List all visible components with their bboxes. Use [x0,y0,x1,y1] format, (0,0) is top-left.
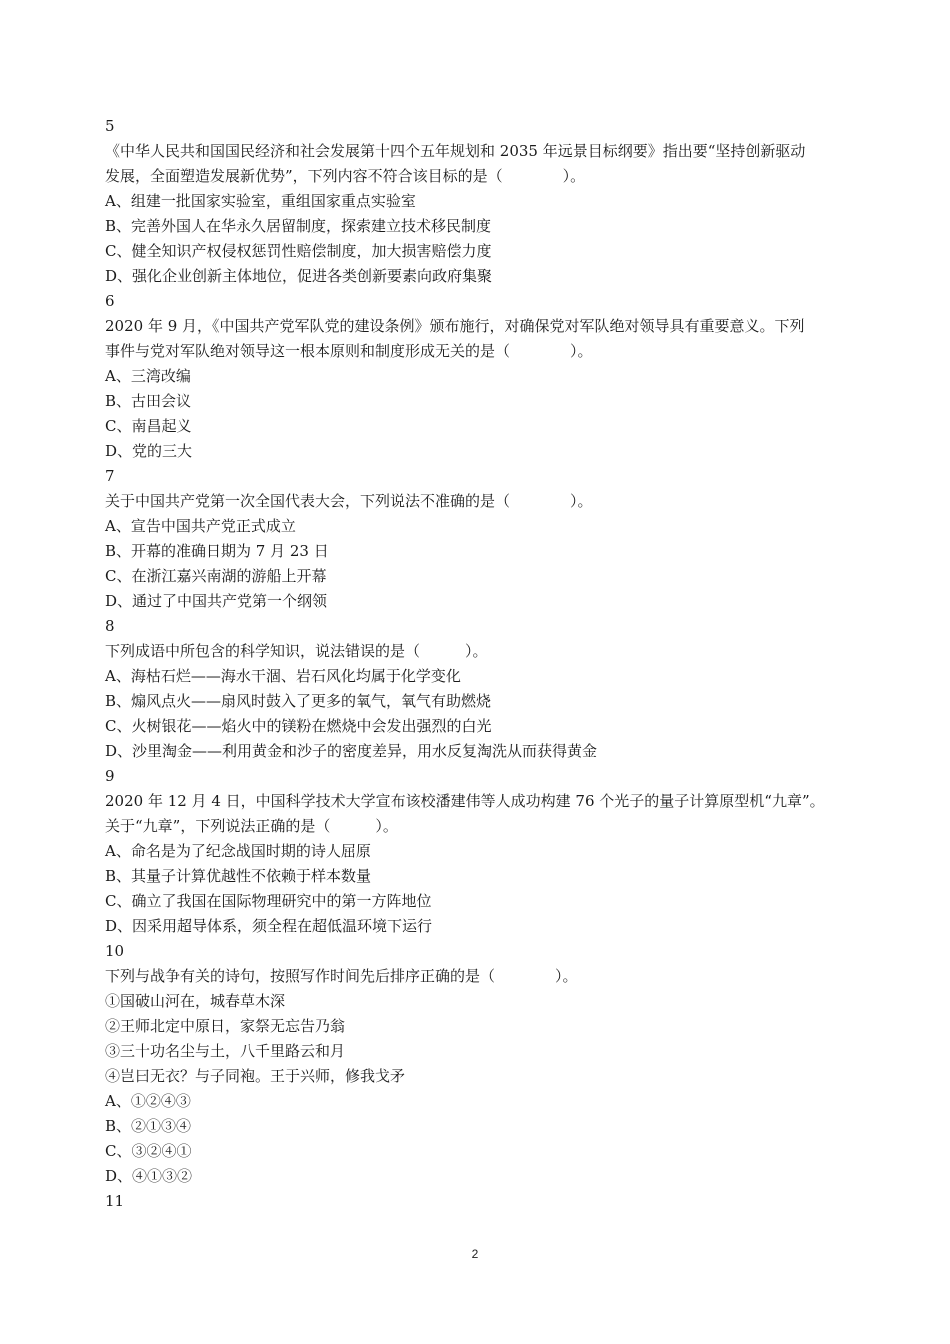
question-stem: 关于“九章”，下列说法正确的是（ ）。 [105,817,398,835]
option-a: A、海枯石烂——海水干涸、岩石风化均属于化学变化 [105,667,461,685]
option-a: A、宣告中国共产党正式成立 [105,517,296,535]
option-d: D、党的三大 [105,442,193,460]
question-list [105,114,895,1214]
question-stem: 2020 年 9 月，《中国共产党军队党的建设条例》颁布施行，对确保党对军队绝对领导具有重要意义。下列 [105,317,805,335]
poem-line: ③三十功名尘与土，八千里路云和月 [105,1042,346,1060]
option-c: C、健全知识产权侵权惩罚性赔偿制度，加大损害赔偿力度 [105,242,492,260]
option-b: B、煽风点火——扇风时鼓入了更多的氧气，氧气有助燃烧 [105,692,492,710]
option-b: B、开幕的准确日期为 7 月 23 日 [105,542,329,560]
poem-line: ④岂曰无衣？与子同袍。王于兴师，修我戈矛 [105,1067,406,1085]
question-number: 6 [105,292,115,310]
question-number: 8 [105,617,115,635]
option-c: C、确立了我国在国际物理研究中的第一方阵地位 [105,892,432,910]
option-d: D、④①③② [105,1167,193,1185]
poem-line: ①国破山河在，城春草木深 [105,992,286,1010]
option-a: A、组建一批国家实验室，重组国家重点实验室 [105,192,416,210]
option-c: C、在浙江嘉兴南湖的游船上开幕 [105,567,327,585]
option-c: C、③②④① [105,1142,192,1160]
poem-line: ②王师北定中原日，家祭无忘告乃翁 [105,1017,346,1035]
option-a: A、三湾改编 [105,367,191,385]
question-stem: 发展，全面塑造发展新优势”，下列内容不符合该目标的是（ ）。 [105,167,586,185]
option-c: C、南昌起义 [105,417,192,435]
option-a: A、①②④③ [105,1092,191,1110]
question-number: 10 [105,942,125,960]
option-b: B、完善外国人在华永久居留制度，探索建立技术移民制度 [105,217,492,235]
option-b: B、其量子计算优越性不依赖于样本数量 [105,867,372,885]
option-b: B、②①③④ [105,1117,192,1135]
option-c: C、火树银花——焰火中的镁粉在燃烧中会发出强烈的白光 [105,717,492,735]
question-stem: 下列成语中所包含的科学知识，说法错误的是（ ）。 [105,642,488,660]
option-a: A、命名是为了纪念战国时期的诗人屈原 [105,842,371,860]
question-stem: 2020 年 12 月 4 日，中国科学技术大学宣布该校潘建伟等人成功构建 76 个光子的量子计算原型机“九章”。 [105,792,825,810]
question-stem: 下列与战争有关的诗句，按照写作时间先后排序正确的是（ ）。 [105,967,578,985]
option-b: B、古田会议 [105,392,192,410]
option-d: D、因采用超导体系，须全程在超低温环境下运行 [105,917,433,935]
option-d: D、强化企业创新主体地位，促进各类创新要素向政府集聚 [105,267,493,285]
page-number: 2 [471,1247,479,1261]
option-d: D、通过了中国共产党第一个纲领 [105,592,328,610]
option-d: D、沙里淘金——利用黄金和沙子的密度差异，用水反复淘洗从而获得黄金 [105,742,598,760]
question-number: 7 [105,467,115,485]
question-number: 5 [105,117,115,135]
question-stem: 事件与党对军队绝对领导这一根本原则和制度形成无关的是（ ）。 [105,342,593,360]
question-stem: 关于中国共产党第一次全国代表大会，下列说法不准确的是（ ）。 [105,492,593,510]
question-stem: 《中华人民共和国国民经济和社会发展第十四个五年规划和 2035 年远景目标纲要》指出要“坚持创新驱动 [105,142,806,160]
question-number: 11 [105,1192,125,1210]
question-number: 9 [105,767,115,785]
